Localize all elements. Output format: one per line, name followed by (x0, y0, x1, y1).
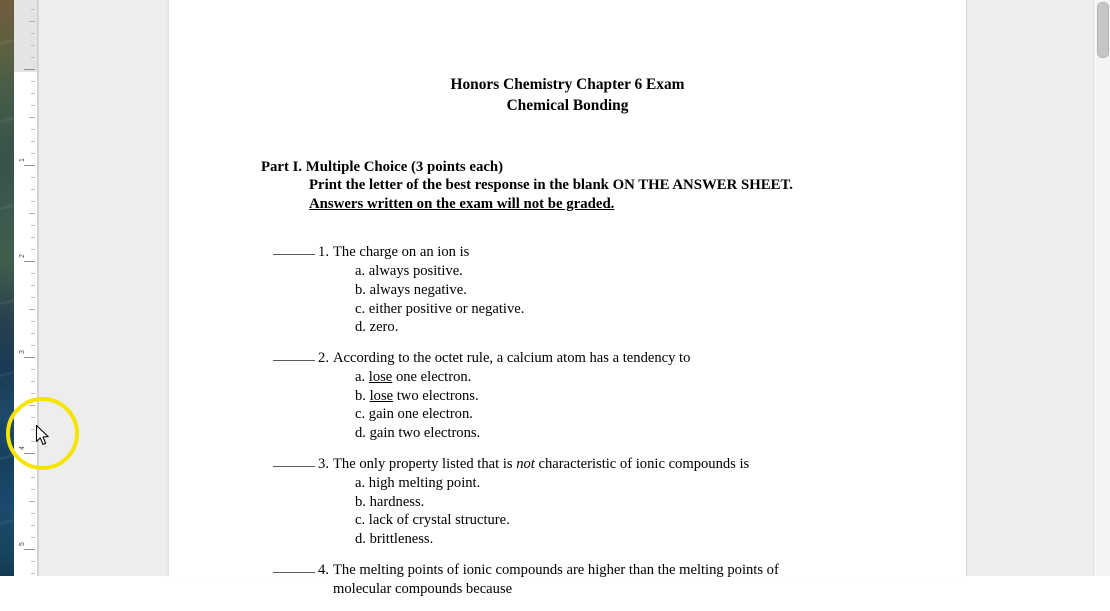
ruler-tick (31, 417, 35, 418)
ruler-tick (29, 21, 35, 22)
choice-option[interactable] (355, 474, 966, 493)
ruler-tick (31, 573, 35, 574)
ruler-tick (31, 429, 35, 430)
part-heading-block (169, 158, 966, 213)
page-content (169, 0, 966, 611)
choice-letter: d. (355, 319, 370, 336)
ruler-edge-line (37, 0, 38, 576)
choice-option[interactable] (355, 368, 966, 387)
choice-letter: b. (355, 493, 370, 510)
ruler-tick (31, 441, 35, 442)
ruler-tick (31, 57, 35, 58)
vertical-scrollbar[interactable] (1093, 0, 1110, 576)
choice-text: lack of crystal structure. (368, 512, 510, 529)
ruler-tick (29, 501, 35, 502)
ruler-tick (31, 129, 35, 130)
choice-text: either positive or negative. (368, 300, 525, 317)
question-item (169, 455, 966, 549)
choice-letter: c. (355, 512, 369, 529)
choice-text: always negative. (369, 281, 467, 298)
answer-blank-line[interactable] (273, 254, 315, 255)
ruler-tick (31, 153, 35, 154)
ruler-tick (31, 177, 35, 178)
ruler-tick (29, 117, 35, 118)
ruler-tick (31, 81, 35, 82)
ruler-number-4: 4 (19, 446, 26, 450)
ruler-tick (29, 309, 35, 310)
ruler-tick (31, 45, 35, 46)
ruler-tick (31, 189, 35, 190)
ruler-tick (24, 69, 35, 70)
ruler-tick (31, 345, 35, 346)
choice-option[interactable] (355, 530, 966, 549)
choice-letter: a. (355, 474, 369, 491)
ruler-tick (31, 561, 35, 562)
question-item (169, 349, 966, 443)
ruler-tick (29, 213, 35, 214)
ruler-tick (31, 297, 35, 298)
choice-list (333, 262, 966, 337)
ruler-tick (31, 369, 35, 370)
desktop-wallpaper (0, 0, 14, 576)
ruler-tick (31, 225, 35, 226)
document-title-line-1: Honors Chemistry Chapter 6 Exam (450, 76, 685, 93)
question-number: 1. (318, 244, 329, 261)
choice-letter: a. (355, 263, 369, 280)
ruler-tick (31, 93, 35, 94)
choice-text: high melting point. (368, 474, 481, 491)
choice-option[interactable] (355, 281, 966, 300)
ruler-tick (31, 525, 35, 526)
document-scroll-canvas[interactable] (39, 0, 1110, 597)
question-stem-text: According to the octet rule, a calcium atom has a tendency to (333, 350, 691, 367)
vertical-ruler[interactable] (14, 0, 39, 576)
ruler-tick (31, 381, 35, 382)
question-stem (318, 455, 966, 474)
question-stem-text: The melting points of ionic compounds are higher than the melting points of (333, 561, 779, 578)
choice-text: hardness. (369, 493, 425, 510)
answer-blank-line[interactable] (273, 572, 315, 573)
question-stem-text: The only property listed that is not characteristic of ionic compounds is (333, 455, 750, 472)
choice-text: gain two electrons. (369, 425, 481, 442)
ruler-tick (31, 465, 35, 466)
document-title-line-2: Chemical Bonding (506, 97, 629, 114)
choice-text: lose one electron. (368, 369, 472, 386)
vertical-scrollbar-thumb[interactable] (1097, 2, 1109, 58)
ruler-tick (31, 237, 35, 238)
ruler-tick (31, 393, 35, 394)
question-number: 3. (318, 455, 329, 472)
choice-option[interactable] (355, 493, 966, 512)
choice-underlined-term: lose (369, 387, 394, 404)
question-stem (318, 243, 966, 262)
choice-text: always positive. (368, 263, 463, 280)
ruler-number-1: 1 (19, 158, 26, 162)
choice-text: lose two electrons. (369, 387, 479, 404)
choice-letter: c. (355, 406, 369, 423)
choice-letter: d. (355, 425, 370, 442)
ruler-number-3: 3 (19, 350, 26, 354)
ruler-number-2: 2 (19, 254, 26, 258)
choice-list (333, 474, 966, 549)
choice-letter: b. (355, 387, 370, 404)
choice-option[interactable] (355, 318, 966, 337)
ruler-tick (31, 537, 35, 538)
choice-letter: b. (355, 281, 370, 298)
choice-underlined-term: lose (368, 369, 393, 386)
ruler-tick (29, 405, 35, 406)
choice-option[interactable] (355, 424, 966, 443)
ruler-tick (31, 513, 35, 514)
choice-list (333, 368, 966, 443)
question-stem-text: The charge on an ion is (333, 244, 470, 261)
question-list (169, 243, 966, 598)
question-stem (318, 561, 966, 580)
ruler-tick (31, 105, 35, 106)
question-item (169, 243, 966, 337)
choice-option[interactable] (355, 405, 966, 424)
part-instruction: Print the letter of the best response in the blank ON THE ANSWER SHEET. (309, 177, 793, 194)
choice-letter: d. (355, 530, 370, 547)
answer-blank-line[interactable] (273, 360, 315, 361)
choice-option[interactable] (355, 300, 966, 319)
ruler-tick (31, 141, 35, 142)
choice-letter: c. (355, 300, 369, 317)
ruler-tick (31, 477, 35, 478)
question-item (169, 561, 966, 599)
ruler-tick (31, 33, 35, 34)
ruler-tick (31, 489, 35, 490)
ruler-tick (31, 285, 35, 286)
document-title-block (169, 74, 966, 116)
ruler-tick (31, 9, 35, 10)
question-number: 2. (318, 350, 329, 367)
choice-option[interactable] (355, 387, 966, 406)
ruler-top-margin-zone (14, 0, 38, 72)
question-stem (318, 349, 966, 368)
ruler-number-5: 5 (19, 542, 26, 546)
question-number: 4. (318, 561, 329, 578)
question-stem-continuation: molecular compounds because (333, 580, 513, 597)
ruler-tick (31, 321, 35, 322)
choice-option[interactable] (355, 511, 966, 530)
choice-text: gain one electron. (368, 406, 473, 423)
document-page[interactable] (168, 0, 967, 597)
answer-blank-line[interactable] (273, 466, 315, 467)
question-stem-emphasis: not (516, 455, 535, 472)
choice-text: zero. (369, 319, 399, 336)
ruler-tick (31, 333, 35, 334)
choice-option[interactable] (355, 262, 966, 281)
choice-text: brittleness. (369, 530, 434, 547)
part-heading: Part I. Multiple Choice (3 points each) (261, 159, 504, 175)
part-instruction-underlined: Answers written on the exam will not be graded. (309, 195, 615, 212)
ruler-tick (31, 249, 35, 250)
choice-letter: a. (355, 369, 369, 386)
ruler-tick (31, 201, 35, 202)
ruler-tick (31, 273, 35, 274)
